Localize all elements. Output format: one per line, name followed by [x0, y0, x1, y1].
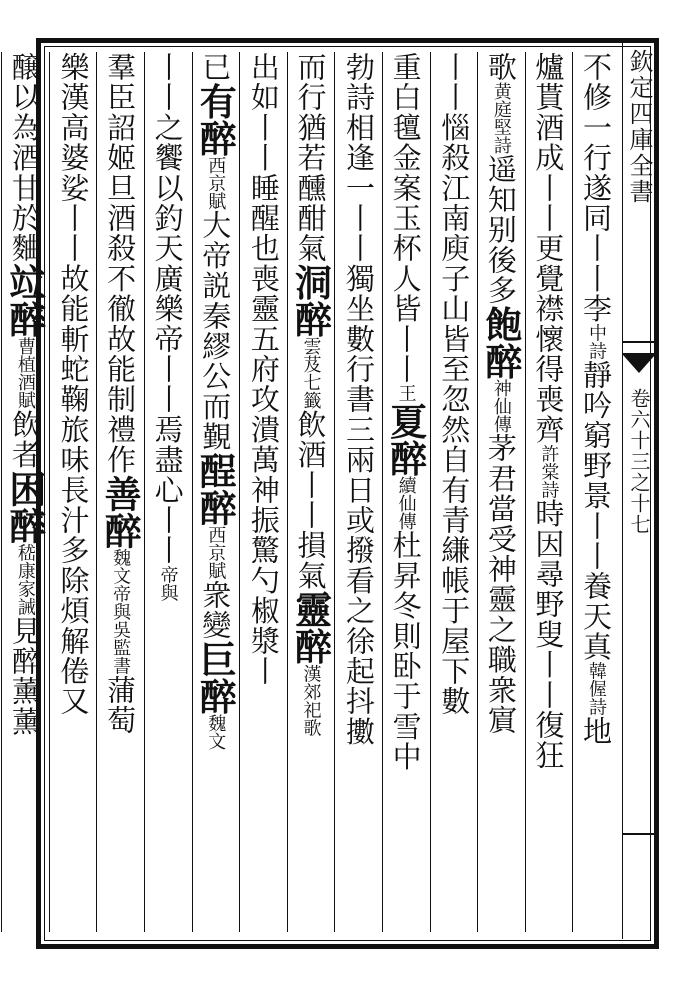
source-note: 神仙傳 [490, 379, 512, 434]
source-note: 黄庭堅詩 [490, 82, 512, 155]
body-text: 勃詩相逢一丨丨獨坐數行書 [342, 52, 377, 415]
text-column [525, 52, 573, 932]
body-text: 勺椒漿丨 [246, 565, 281, 687]
body-text: 出如丨丨睡醒也 [246, 52, 281, 264]
text-column [572, 52, 620, 932]
text-body [2, 52, 620, 932]
body-text: 樂漢高婆娑丨丨故能斬蛇鞠旅 [56, 52, 91, 445]
body-text: 重白氊金案玉杯人皆丨丨 [388, 52, 423, 385]
entry-headword: 洞醉 [288, 263, 333, 338]
body-text: 而行猶若醺酣氣 [293, 52, 328, 264]
body-text: 飲酒丨丨損氣 [293, 409, 328, 591]
body-text: 衆變 [198, 579, 233, 641]
body-text: 不修一行遂同丨丨李 [579, 52, 613, 324]
source-note: 中詩 [586, 323, 607, 360]
body-text: 味長汁多除煩解倦又 [56, 444, 91, 717]
volume-label: 卷六十三之十七 [627, 388, 651, 535]
body-text: 之饗以釣天廣樂帝丨丨焉 [150, 112, 185, 445]
entry-headword: 飽醉 [478, 305, 523, 380]
source-note: 許棠詩 [538, 444, 560, 499]
text-column [49, 52, 97, 932]
body-text: 三兩日或撥看之徐起抖擻 [342, 414, 377, 747]
body-text: 遥知别後多 [483, 154, 518, 306]
text-column [1, 52, 49, 932]
body-text: 地 [579, 715, 613, 747]
entry-headword: 困醉 [2, 469, 47, 544]
fish-tail-marker-triangle [623, 355, 655, 373]
body-text: 歌 [483, 52, 518, 83]
entry-headword: 靈醉 [288, 590, 333, 665]
body-text: 見醉薰薰 [7, 615, 42, 737]
text-column [430, 52, 478, 932]
body-text: 靜吟窮野景丨丨養天真 [579, 359, 613, 662]
entry-headword: 巨醉 [193, 640, 238, 715]
source-note: 曹植酒賦 [14, 337, 36, 410]
source-note: 魏文 [205, 714, 227, 751]
text-column [239, 52, 287, 932]
source-note: 雲芨七籤 [300, 337, 322, 410]
body-text: 飲者 [7, 409, 42, 470]
text-column [334, 52, 382, 932]
body-text: 皆至忽然自有青縑帳于屋下數 [437, 323, 472, 717]
source-note: 魏文帝與吳監書 [110, 548, 132, 675]
source-note: 漢郊祀歌 [300, 664, 322, 737]
body-text: 大帝説秦繆公而覲 [198, 210, 233, 452]
text-column [192, 52, 240, 932]
entry-headword: 有醉 [193, 82, 238, 157]
source-note: 韓偓詩 [586, 661, 607, 716]
source-note: 續仙傳 [395, 476, 417, 531]
source-note: 帝與 [157, 565, 179, 602]
text-column [382, 52, 430, 932]
body-text: 盡心丨丨 [150, 444, 185, 566]
source-note: 嵇康家誡 [14, 543, 36, 616]
body-text: 丨丨惱殺江南庾子山 [437, 52, 472, 324]
body-text: 已 [198, 52, 233, 83]
entry-headword: 酲醉 [193, 451, 238, 526]
source-note: 西京賦 [205, 525, 227, 580]
body-text: 茅君當受神靈之職衆賔 [483, 433, 518, 736]
body-text: 喪靈五府攻潰萬神振驚 [246, 263, 281, 566]
body-text: 蒲萄 [103, 674, 138, 736]
margin-strip [622, 43, 655, 939]
text-column [287, 52, 335, 932]
body-text: 丨丨 [150, 52, 185, 113]
body-text: 醸以為酒甘於麯 [7, 52, 42, 264]
text-column [96, 52, 144, 932]
fish-tail-marker [623, 341, 655, 355]
body-text: 杜昇冬則卧于雪中 [388, 530, 423, 772]
entry-headword: 竝醉 [2, 263, 47, 338]
text-column [144, 52, 192, 932]
body-text: 時因尋野叟丨丨復狂 [531, 498, 566, 771]
entry-headword: 善醉 [98, 474, 143, 549]
source-note: 王 [395, 384, 417, 403]
source-note: 西京賦 [205, 156, 227, 211]
body-text: 羣臣詔姬旦酒殺不徹故能制禮作 [103, 52, 138, 475]
text-column [477, 52, 525, 932]
fish-tail-marker-bottom [623, 833, 655, 835]
edition-header: 欽定四庫全書 [625, 49, 653, 205]
entry-headword: 夏醉 [383, 402, 428, 477]
body-text: 爐貰酒成丨丨更覺襟懷得喪齊 [531, 52, 566, 445]
